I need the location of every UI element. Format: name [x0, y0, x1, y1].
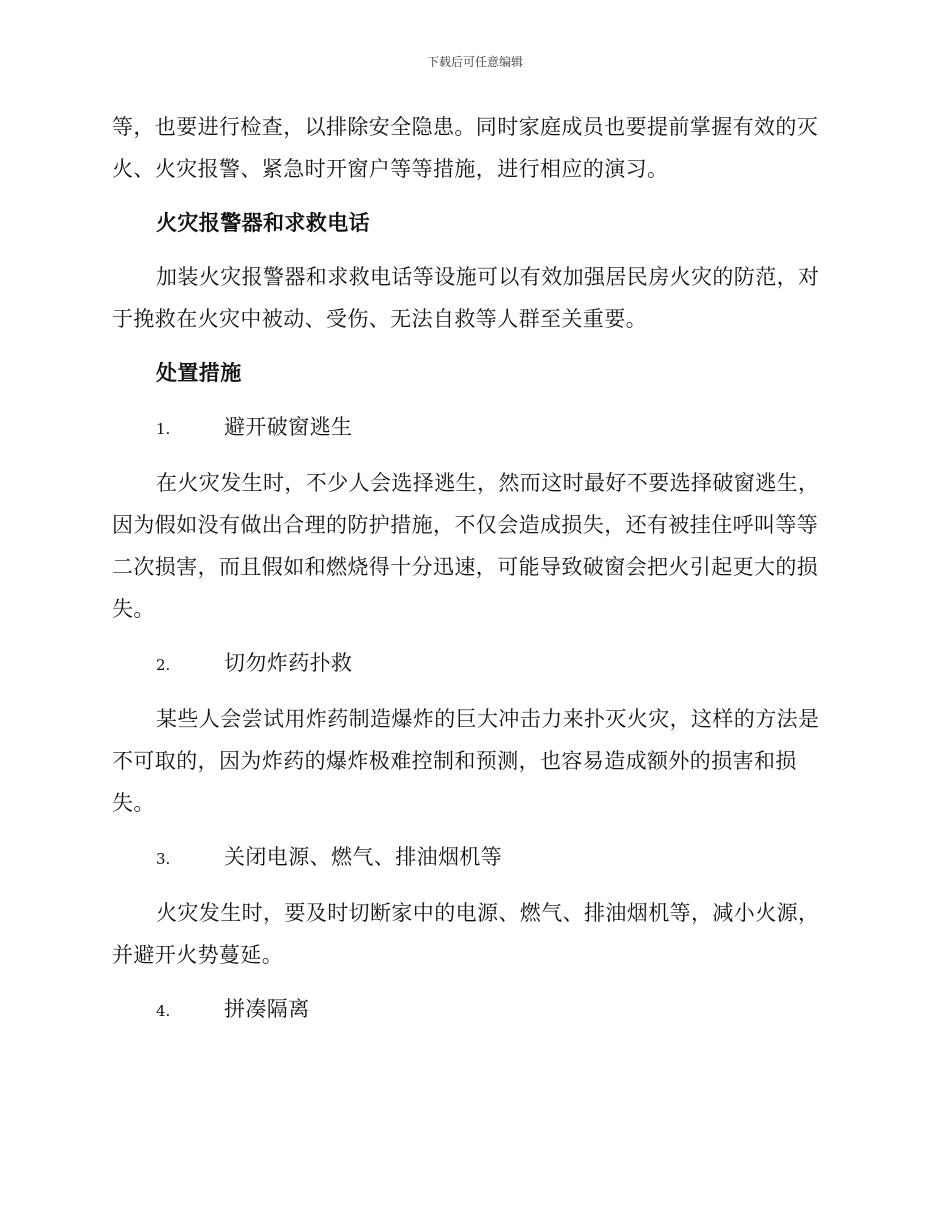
- paragraph-window-escape: 在火灾发生时，不少人会选择逃生，然而这时最好不要选择破窗逃生，因为假如没有做出合理的防护措施，不仅会造成损失，还有被挂住呼叫等等二次损害，而且假如和燃烧得十分迅速，可能导致破窗会把火引起更大的损失。: [112, 471, 820, 621]
- paragraph-continuation: 等，也要进行检查，以排除安全隐患。同时家庭成员也要提前掌握有效的灭火、火灾报警、紧急时开窗户等等措施，进行相应的演习。: [112, 115, 819, 181]
- list-item-label: 关闭电源、燃气、排油烟机等: [224, 845, 503, 869]
- list-number: 1.: [156, 420, 171, 438]
- list-item-3: [156, 836, 838, 880]
- section-heading-measures: 处置措施: [156, 360, 242, 385]
- list-number: 4.: [156, 1002, 171, 1020]
- paragraph-shutoff: 火灾发生时，要及时切断家中的电源、燃气、排油烟机等，减小火源，并避开火势蔓延。: [112, 901, 820, 967]
- list-item-label: 切勿炸药扑救: [224, 651, 353, 675]
- list-number: 3.: [156, 850, 171, 868]
- list-number: 2.: [156, 656, 171, 674]
- list-item-2: [156, 642, 838, 686]
- list-item-1: [156, 406, 838, 450]
- list-item-label: 拼凑隔离: [224, 997, 310, 1021]
- list-item-label: 避开破窗逃生: [224, 415, 353, 439]
- page-header: 下载后可任意编辑: [426, 55, 523, 69]
- document-body: [112, 106, 838, 1032]
- section-heading-alarm: 火灾报警器和求救电话: [156, 210, 370, 235]
- paragraph-explosives: 某些人会尝试用炸药制造爆炸的巨大冲击力来扑灭火灾，这样的方法是不可取的，因为炸药的爆炸极难控制和预测，也容易造成额外的损害和损失。: [112, 707, 820, 815]
- list-item-4: [156, 988, 838, 1032]
- paragraph-alarm: 加装火灾报警器和求救电话等设施可以有效加强居民房火灾的防范，对于挽救在火灾中被动、受伤、无法自救等人群至关重要。: [112, 265, 820, 331]
